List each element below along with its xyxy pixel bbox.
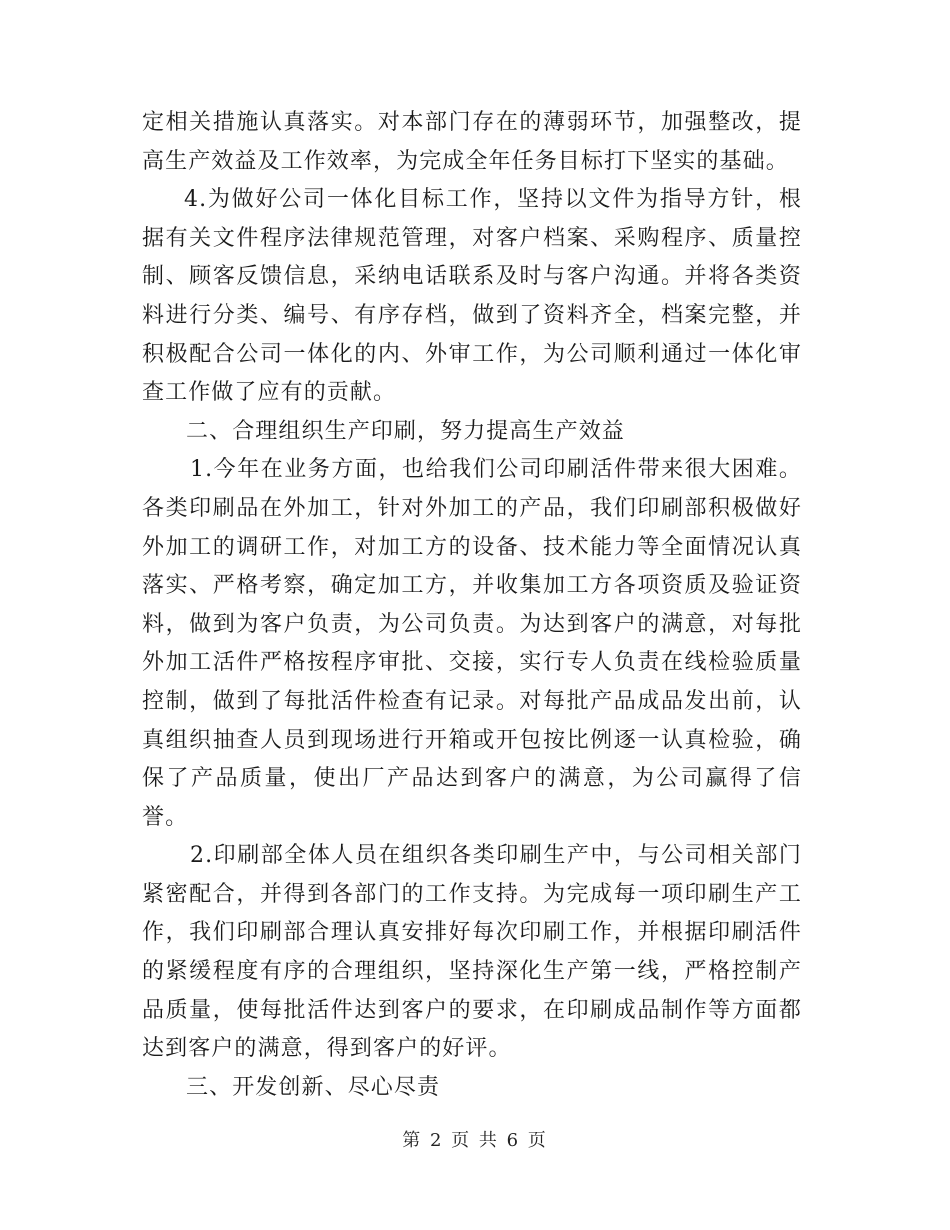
paragraph-section-2-item-1: 1.今年在业务方面，也给我们公司印刷活件带来很大困难。各类印刷品在外加工，针对外加工的产品，我们印刷部积极做好外加工的调研工作，对加工方的设备、技术能力等全面情况认真落实、严格考察，确定加工方，并收集加工方各项资质及验证资料，做到为客户负责，为公司负责。为达到客户的满意，对每批外加工活件严格按程序审批、交接，实行专人负责在线检验质量控制，做到了每批活件检查有记录。对每批产品成品发出前，认真组织抽查人员到现场进行开箱或开包按比例逐一认真检验，确保了产品质量，使出厂产品达到客户的满意，为公司赢得了信誉。 [142, 457, 802, 830]
document-body [142, 104, 802, 1107]
section-heading-2: 二、合理组织生产印刷，努力提高生产效益 [186, 418, 625, 444]
section-heading-3: 三、开发创新、尽心尽责 [186, 1074, 441, 1100]
paragraph-item-4: 4.为做好公司一体化目标工作，坚持以文件为指导方针，根据有关文件程序法律规范管理，对客户档案、采购程序、质量控制、顾客反馈信息，采纳电话联系及时与客户沟通。并将各类资料进行分类、编号、有序存档，做到了资料齐全，档案完整，并积极配合公司一体化的内、外审工作，为公司顺利通过一体化审查工作做了应有的贡献。 [142, 187, 802, 406]
page-number-label: 第 2 页 共 6 页 [402, 1130, 548, 1151]
page-footer [0, 1126, 950, 1152]
paragraph-section-2-item-2: 2.印刷部全体人员在组织各类印刷生产中，与公司相关部门紧密配合，并得到各部门的工作支持。为完成每一项印刷生产工作，我们印刷部合理认真安排好每次印刷工作，并根据印刷活件的紧缓程度有序的合理组织，坚持深化生产第一线，严格控制产品质量，使每批活件达到客户的要求，在印刷成品制作等方面都达到客户的满意，得到客户的好评。 [142, 843, 802, 1062]
paragraph-continuation: 定相关措施认真落实。对本部门存在的薄弱环节，加强整改，提高生产效益及工作效率，为完成全年任务目标打下坚实的基础。 [142, 110, 802, 174]
